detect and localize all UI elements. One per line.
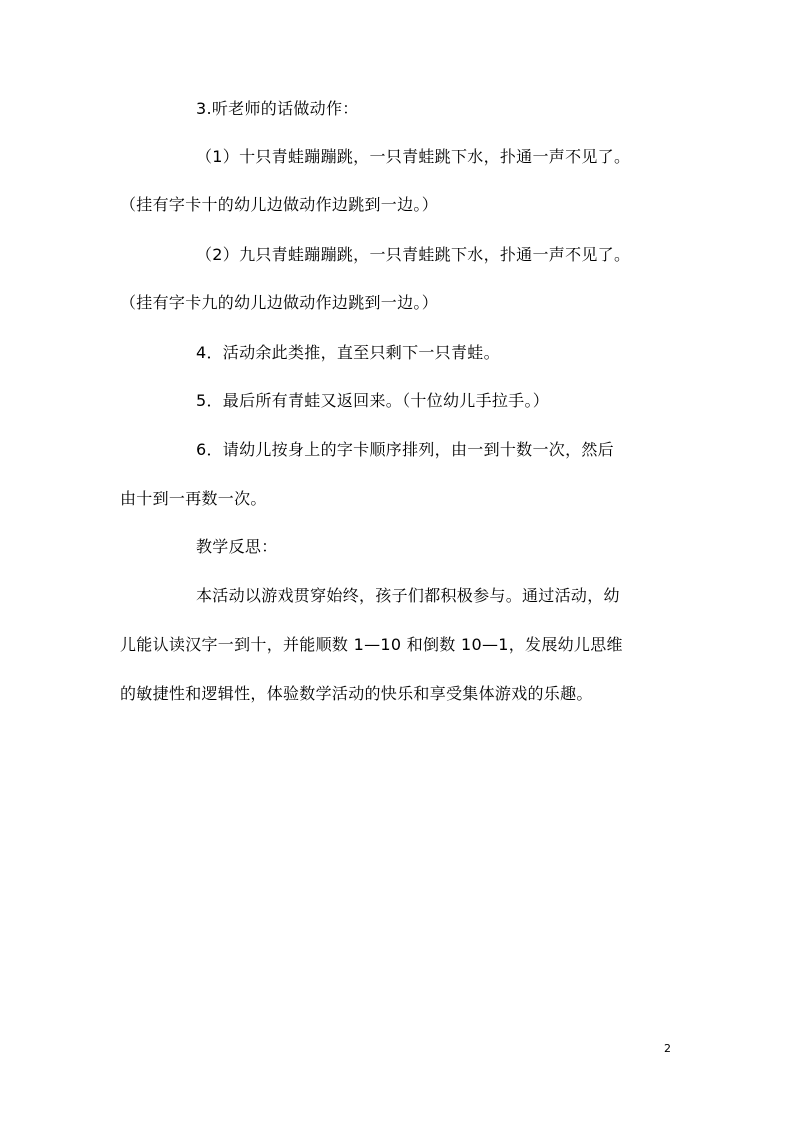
page-number: 2 [664, 1042, 671, 1055]
step-3-item-1: （1）十只青蛙蹦蹦跳，一只青蛙跳下水，扑通一声不见了。 [196, 147, 631, 166]
reflection-paragraph-line-3: 的敏捷性和逻辑性，体验数学活动的快乐和享受集体游戏的乐趣。 [120, 684, 593, 703]
reflection-paragraph-line-1: 本活动以游戏贯穿始终，孩子们都积极参与。通过活动，幼 [196, 586, 620, 605]
reflection-paragraph-line-2: 儿能认读汉字一到十，并能顺数 1—10 和倒数 10—1，发展幼儿思维 [120, 635, 623, 654]
step-4: 4．活动余此类推，直至只剩下一只青蛙。 [196, 343, 500, 362]
step-6-line-2: 由十到一再数一次。 [120, 489, 267, 508]
step-6-line-1: 6．请幼儿按身上的字卡顺序排列，由一到十数一次，然后 [196, 440, 614, 459]
reflection-heading: 教学反思： [196, 537, 278, 556]
step-3-item-2: （2）九只青蛙蹦蹦跳，一只青蛙跳下水，扑通一声不见了。 [196, 245, 631, 264]
step-5: 5．最后所有青蛙又返回来。（十位幼儿手拉手。） [196, 391, 550, 410]
step-3-heading: 3.听老师的话做动作： [196, 99, 359, 118]
step-3-item-1-note: （挂有字卡十的幼儿边做动作边跳到一边。） [120, 195, 439, 214]
step-3-item-2-note: （挂有字卡九的幼儿边做动作边跳到一边。） [120, 293, 439, 312]
